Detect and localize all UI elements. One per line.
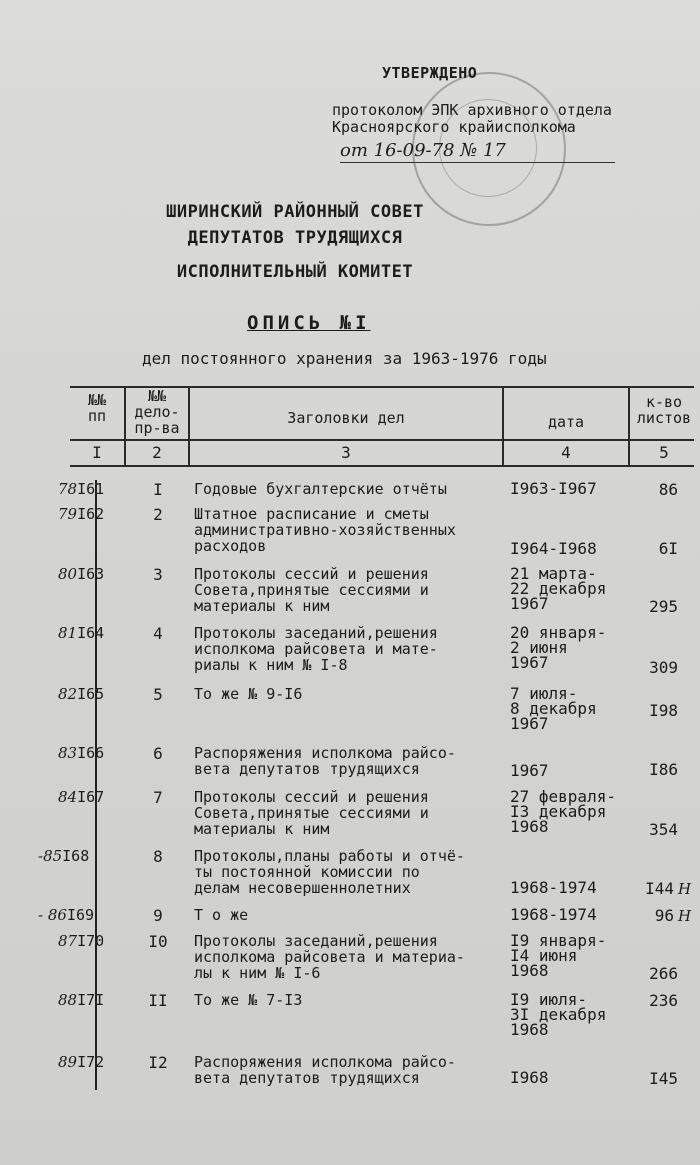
case-title: Протоколы заседаний,решения исполкома райсовета и материа- лы к ним № I-6 xyxy=(194,932,465,982)
handwritten-number: 79 xyxy=(58,505,78,523)
typed-number: I7I xyxy=(77,991,105,1009)
case-title: Протоколы сессий и решения Совета,принятые сессиями и материалы к ним xyxy=(194,565,429,615)
case-title: Т о же xyxy=(194,906,249,924)
org-line-2: ДЕПУТАТОВ ТРУДЯЩИХСЯ xyxy=(187,228,403,248)
column-number-3: 3 xyxy=(341,443,351,462)
case-title: Годовые бухгалтерские отчёты xyxy=(194,480,447,498)
case-number: 6 xyxy=(153,744,163,763)
row-number xyxy=(58,566,118,583)
protocol-line-2: Красноярского крайисполкома xyxy=(332,118,576,136)
row-number xyxy=(58,992,118,1009)
org-line-3: ИСПОЛНИТЕЛЬНЫЙ КОМИТЕТ xyxy=(176,262,414,282)
case-title: Штатное расписание и сметы административно-хозяйственных расходов xyxy=(194,505,456,555)
sheet-count: I98 xyxy=(649,701,678,720)
handwritten-number: 80 xyxy=(58,565,78,583)
sheet-count: 295 xyxy=(649,597,678,616)
typed-number: I70 xyxy=(77,932,105,950)
sheet-count: I86 xyxy=(649,760,678,779)
header-titles: Заголовки дел xyxy=(287,409,405,427)
row-number xyxy=(58,686,118,703)
case-date: 1967 xyxy=(510,761,549,780)
case-date: I9 января- I4 июня 1968 xyxy=(510,931,607,980)
table-header-border xyxy=(70,439,694,441)
case-date: 1968-1974 xyxy=(510,878,597,897)
header-date: дата xyxy=(547,413,585,431)
sheet-count: 266 xyxy=(649,964,678,983)
handwritten-number: 88 xyxy=(58,991,78,1009)
typed-number: I62 xyxy=(77,505,105,523)
case-title: То же № 7-I3 xyxy=(194,991,303,1009)
case-number: 4 xyxy=(153,624,163,643)
case-title: Протоколы,планы работы и отчё- ты постоянной комиссии по делам несовершеннолетних xyxy=(194,847,465,897)
case-date: 21 марта- 22 декабря 1967 xyxy=(510,564,607,613)
case-title: То же № 9-I6 xyxy=(194,685,303,703)
case-number: 2 xyxy=(153,505,163,524)
typed-number: I64 xyxy=(77,624,105,642)
case-title: Распоряжения исполкома райсо- вета депутатов трудящихся xyxy=(194,744,456,778)
sheet-count: I45 xyxy=(649,1069,678,1088)
handwritten-number: 84 xyxy=(58,788,78,806)
approval-protocol xyxy=(332,102,612,136)
case-number: 5 xyxy=(153,685,163,704)
case-date: 27 февраля- I3 декабря 1968 xyxy=(510,787,616,836)
sheet-count: 354 xyxy=(649,820,678,839)
case-number: 7 xyxy=(153,788,163,807)
row-number xyxy=(58,789,118,806)
row-number xyxy=(58,506,118,523)
approved-heading: УТВЕРЖДЕНО xyxy=(382,64,478,82)
handwritten-mark: Н xyxy=(678,907,692,925)
handwritten-number: - 86 xyxy=(38,906,67,924)
row-number xyxy=(58,745,118,762)
case-number: II xyxy=(148,991,168,1010)
typed-number: I69 xyxy=(66,906,95,924)
header-sheets: к-во листов xyxy=(636,393,692,427)
sheet-count: 86 xyxy=(658,480,678,499)
typed-number: I61 xyxy=(77,480,105,498)
case-number: 9 xyxy=(153,906,163,925)
sheet-count: I44 xyxy=(645,879,674,898)
row-number xyxy=(58,625,118,642)
approval-date-number: от 16-09-78 № 17 xyxy=(340,140,615,163)
case-number: 8 xyxy=(153,847,163,866)
table-colnum-border xyxy=(70,465,694,467)
inventory-title: ОПИСЬ №I xyxy=(247,312,371,334)
row-number xyxy=(58,481,118,498)
case-title: Протоколы сессий и решения Совета,принятые сессиями и материалы к ним xyxy=(194,788,429,838)
typed-number: I72 xyxy=(77,1053,105,1071)
sheet-count: 236 xyxy=(649,991,678,1010)
header-num: №№ пп xyxy=(87,391,107,425)
typed-number: I65 xyxy=(77,685,105,703)
inventory-subtitle: дел постоянного хранения за 1963-1976 годы xyxy=(142,349,547,368)
case-number: I0 xyxy=(148,932,168,951)
handwritten-number: 83 xyxy=(58,744,78,762)
handwritten-mark: Н xyxy=(678,880,692,898)
case-number: I2 xyxy=(148,1053,168,1072)
row-number xyxy=(58,1054,118,1071)
case-date: 1968-1974 xyxy=(510,905,597,924)
case-date: I964-I968 xyxy=(510,539,597,558)
handwritten-number: 87 xyxy=(58,932,78,950)
typed-number: I68 xyxy=(62,847,90,865)
handwritten-number: 78 xyxy=(58,480,78,498)
case-number: I xyxy=(153,480,163,499)
protocol-line-1: протоколом ЭПК архивного отдела xyxy=(332,101,612,119)
case-number: 3 xyxy=(153,565,163,584)
case-date: I9 июля- 3I декабря 1968 xyxy=(510,990,607,1039)
column-number-1: I xyxy=(92,443,102,462)
header-case: №№ дело- пр-ва xyxy=(134,387,180,437)
row-number xyxy=(38,907,98,924)
case-date: I968 xyxy=(510,1068,549,1087)
handwritten-number: 89 xyxy=(58,1053,78,1071)
case-title: Протоколы заседаний,решения исполкома райсовета и мате- риалы к ним № I-8 xyxy=(194,624,438,674)
column-number-4: 4 xyxy=(561,443,571,462)
sheet-count: 6I xyxy=(658,539,678,558)
handwritten-number: 81 xyxy=(58,624,78,642)
handwritten-number: 82 xyxy=(58,685,78,703)
row-number xyxy=(38,848,98,865)
column-number-5: 5 xyxy=(659,443,669,462)
typed-number: I67 xyxy=(77,788,105,806)
case-date: 20 января- 2 июня 1967 xyxy=(510,623,607,672)
sheet-count: 96 xyxy=(654,906,674,925)
column-number-2: 2 xyxy=(152,443,162,462)
case-date: 7 июля- 8 декабря 1967 xyxy=(510,684,597,733)
typed-number: I66 xyxy=(77,744,105,762)
row-number xyxy=(58,933,118,950)
case-date: I963-I967 xyxy=(510,479,597,498)
case-title: Распоряжения исполкома райсо- вета депутатов трудящихся xyxy=(194,1053,456,1087)
handwritten-number: -85 xyxy=(38,847,63,865)
org-line-1: ШИРИНСКИЙ РАЙОННЫЙ СОВЕТ xyxy=(166,202,424,222)
sheet-count: 309 xyxy=(649,658,678,677)
typed-number: I63 xyxy=(77,565,105,583)
